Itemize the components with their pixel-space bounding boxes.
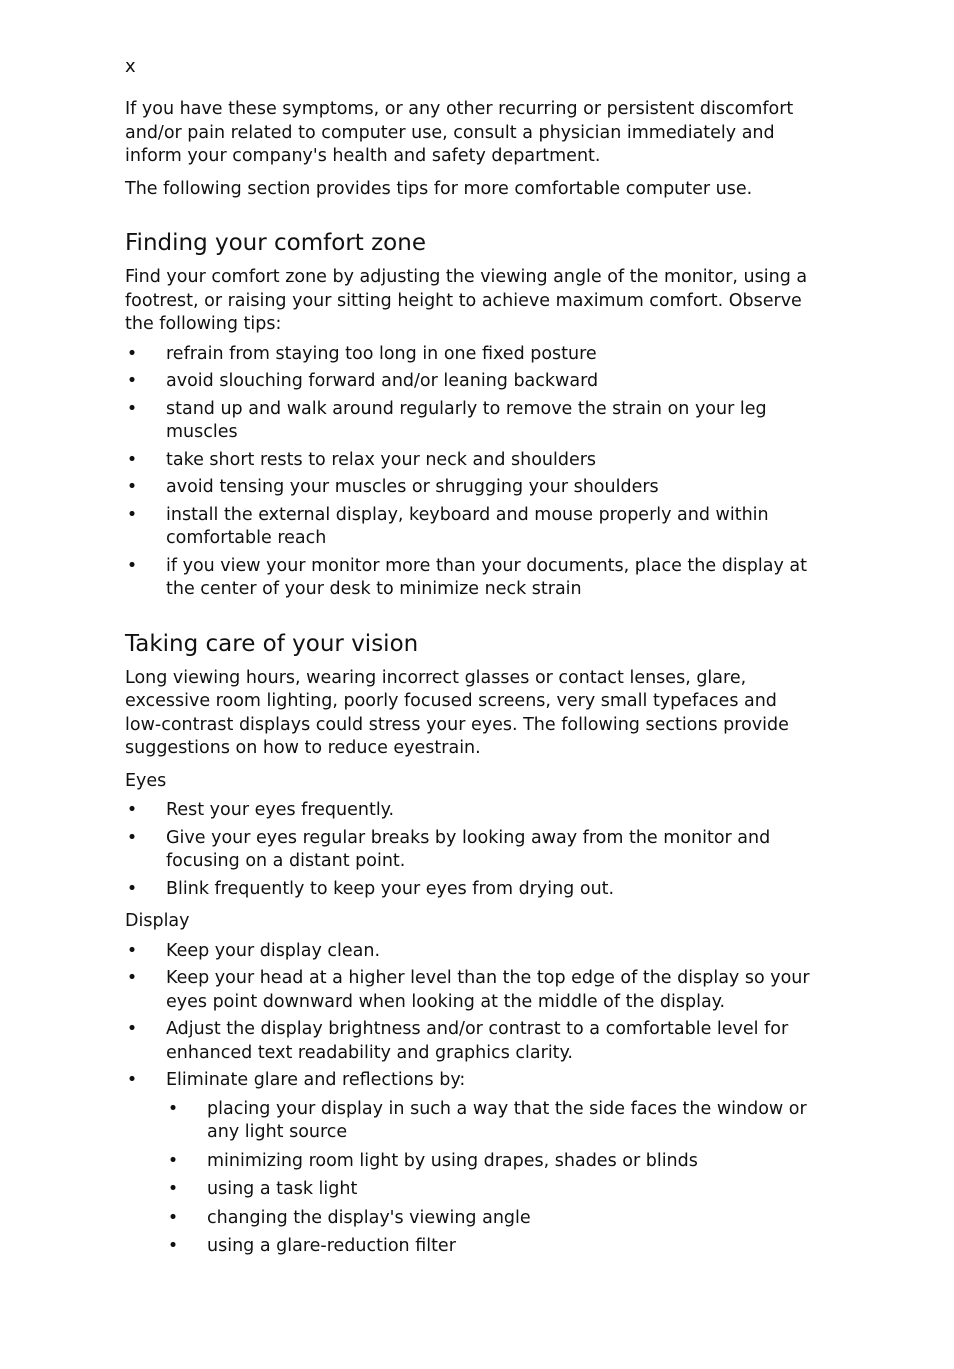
list-item: • minimizing room light by using drapes, shades or blinds [166,1150,815,1174]
list-item: • Give your eyes regular breaks by looking away from the monitor and focusing on a distant point. [126,827,771,871]
list-item: • Keep your head at a higher level than the top edge of the display so your eyes point downward when looking at the middle of the display. [126,968,810,1012]
bullet-icon: • [126,800,138,820]
list-item: • Adjust the display brightness and/or contrast to a comfortable level for enhanced text readability and graphics clarity. [126,1019,789,1063]
bullet-icon: • [167,1236,179,1256]
bullet-icon: • [167,1150,179,1171]
list-item: • Keep your display clean. [125,940,815,964]
list-item: • avoid tensing your muscles or shrugging your shoulders [125,476,815,500]
eyes-list [125,799,815,901]
glare-list [166,1098,815,1259]
list-item: • changing the display's viewing angle [166,1207,815,1231]
list-item: • if you view your monitor more than your documents, place the display at the center of your desk to minimize neck strain [126,555,807,599]
list-item: • Eliminate glare and reflections by: • placing your display in such a way that the side faces the window or any light source • minimizing room light by using drapes, shades or blinds • using a task light • changing the display's viewing angle • using a glare-reduction filter [125,1069,815,1259]
subheading-eyes: Eyes [125,770,167,791]
bullet-icon: • [126,555,138,576]
document-body [125,98,815,1264]
list-item: • take short rests to relax your neck and shoulders [125,449,815,473]
list-item: • Blink frequently to keep your eyes from drying out. [125,878,815,902]
list-item: • avoid slouching forward and/or leaning backward [125,370,815,394]
bullet-icon: • [167,1098,179,1119]
bullet-icon: • [126,1019,138,1039]
bullet-icon: • [126,1070,138,1090]
bullet-icon: • [126,940,138,961]
section-heading-vision: Taking care of your vision [125,630,419,657]
bullet-icon: • [126,449,138,470]
list-item: • placing your display in such a way that the side faces the window or any light source [167,1098,807,1142]
intro-paragraph-1: If you have these symptoms, or any other recurring or persistent discomfort and/or pain related to computer use, consult a physician immediately and inform your company's health and safety department. [125,99,794,166]
bullet-icon: • [126,878,138,899]
list-item: • refrain from staying too long in one fixed posture [125,343,815,367]
list-item: • using a glare-reduction filter [166,1235,815,1259]
bullet-icon: • [126,968,138,988]
list-item: • Rest your eyes frequently. [125,799,815,823]
comfort-paragraph: Find your comfort zone by adjusting the viewing angle of the monitor, using a footrest, or raising your sitting height to achieve maximum comfort. Observe the following tips: [125,267,808,334]
bullet-icon: • [126,371,138,391]
subheading-display: Display [125,911,190,931]
bullet-icon: • [126,477,138,497]
comfort-tips-list [125,343,815,602]
page-number: x [125,56,136,77]
bullet-icon: • [126,398,138,419]
display-list [125,940,815,1259]
bullet-icon: • [126,827,138,848]
vision-paragraph: Long viewing hours, wearing incorrect glasses or contact lenses, glare, excessive room lighting, poorly focused screens, very small typefaces and low-contrast displays could stress your eyes. The following sections provide suggestions on how to reduce eyestrain. [125,667,789,758]
bullet-icon: • [126,504,138,525]
list-item: • install the external display, keyboard and mouse properly and within comfortable reach [126,504,769,548]
bullet-icon: • [126,343,138,364]
bullet-icon: • [167,1179,179,1199]
list-item: • stand up and walk around regularly to remove the strain on your leg muscles [126,398,767,442]
section-heading-comfort: Finding your comfort zone [125,230,426,256]
intro-paragraph-2: The following section provides tips for more comfortable computer use. [125,178,753,199]
bullet-icon: • [167,1207,179,1228]
list-item: • using a task light [166,1178,815,1202]
